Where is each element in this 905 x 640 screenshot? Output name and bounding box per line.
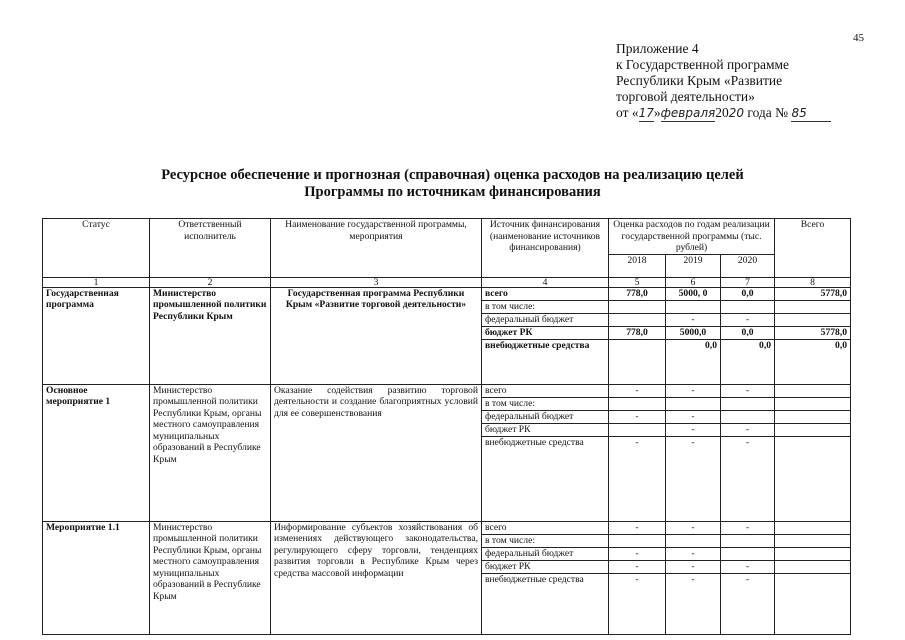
row-value-y2019: - bbox=[666, 521, 721, 534]
row-value-y2020 bbox=[721, 300, 775, 313]
row-value-y2020: - bbox=[721, 313, 775, 326]
row-value-y2018 bbox=[609, 300, 666, 313]
row-value-total bbox=[775, 436, 851, 521]
col-num: 1 bbox=[43, 277, 150, 287]
row-executor: Министерство промышленной политики Республики Крым, органы местного самоуправления муниципальных образований в Республике Крым bbox=[150, 384, 271, 521]
header-name: Наименование государственной программы, мероприятия bbox=[271, 219, 482, 278]
row-source: внебюджетные средства bbox=[482, 573, 609, 634]
row-value-y2018 bbox=[609, 339, 666, 384]
row-value-y2019: - bbox=[666, 384, 721, 397]
row-value-y2018: - bbox=[609, 573, 666, 634]
date-month: февраля bbox=[660, 106, 716, 120]
row-value-y2020 bbox=[721, 397, 775, 410]
header-total: Всего bbox=[775, 219, 851, 278]
header-row-1 bbox=[43, 219, 851, 255]
document-title bbox=[0, 167, 905, 201]
row-program-name: Государственная программа Республики Крым «Развитие торговой деятельности» bbox=[271, 287, 482, 384]
row-value-total: 0,0 bbox=[775, 339, 851, 384]
row-value-y2019: - bbox=[666, 547, 721, 560]
header-executor: Ответственный исполнитель bbox=[150, 219, 271, 278]
row-source: внебюджетные средства bbox=[482, 436, 609, 521]
row-value-y2019: 5000, 0 bbox=[666, 287, 721, 300]
row-value-y2019: - bbox=[666, 313, 721, 326]
row-value-total: 5778,0 bbox=[775, 287, 851, 300]
row-value-y2018 bbox=[609, 423, 666, 436]
header-year-2020: 2020 bbox=[721, 254, 775, 277]
row-value-y2018: - bbox=[609, 410, 666, 423]
row-value-y2018 bbox=[609, 313, 666, 326]
row-source: бюджет РК bbox=[482, 560, 609, 573]
col-num: 4 bbox=[482, 277, 609, 287]
row-source: в том числе: bbox=[482, 397, 609, 410]
table-row bbox=[43, 521, 851, 534]
col-num: 6 bbox=[666, 277, 721, 287]
row-value-total bbox=[775, 397, 851, 410]
row-value-total bbox=[775, 384, 851, 397]
row-value-y2018: - bbox=[609, 560, 666, 573]
row-value-total bbox=[775, 423, 851, 436]
row-value-total bbox=[775, 300, 851, 313]
row-value-total bbox=[775, 521, 851, 534]
row-value-total bbox=[775, 547, 851, 560]
date-sep: » bbox=[653, 105, 661, 120]
row-source: всего bbox=[482, 287, 609, 300]
page-number: 45 bbox=[853, 32, 864, 44]
row-value-total bbox=[775, 560, 851, 573]
row-value-y2018 bbox=[609, 534, 666, 547]
row-source: внебюджетные средства bbox=[482, 339, 609, 384]
appendix-note bbox=[616, 41, 866, 122]
row-value-y2020: - bbox=[721, 560, 775, 573]
row-value-y2020: - bbox=[721, 423, 775, 436]
row-source: в том числе: bbox=[482, 300, 609, 313]
header-year-2019: 2019 bbox=[666, 254, 721, 277]
title-line-2: Программы по источникам финансирования bbox=[304, 184, 601, 200]
row-value-total bbox=[775, 534, 851, 547]
row-source: федеральный бюджет bbox=[482, 410, 609, 423]
table-row bbox=[43, 287, 851, 300]
row-executor: Министерство промышленной политики Республики Крым bbox=[150, 287, 271, 384]
row-value-total bbox=[775, 313, 851, 326]
row-status: Государственная программа bbox=[43, 287, 150, 384]
row-value-y2018: - bbox=[609, 547, 666, 560]
col-num: 3 bbox=[271, 277, 482, 287]
row-source: всего bbox=[482, 521, 609, 534]
col-num: 7 bbox=[721, 277, 775, 287]
column-number-row bbox=[43, 277, 851, 287]
row-value-y2019: - bbox=[666, 573, 721, 634]
row-value-y2019: 5000,0 bbox=[666, 326, 721, 339]
col-num: 5 bbox=[609, 277, 666, 287]
header-source: Источник финансирования (наименование источников финансирования) bbox=[482, 219, 609, 278]
row-value-y2018: - bbox=[609, 436, 666, 521]
row-status: Мероприятие 1.1 bbox=[43, 521, 150, 634]
row-value-y2019 bbox=[666, 397, 721, 410]
row-value-y2019 bbox=[666, 300, 721, 313]
row-value-y2020: - bbox=[721, 521, 775, 534]
row-value-total bbox=[775, 573, 851, 634]
row-value-y2018: - bbox=[609, 521, 666, 534]
row-value-y2019: - bbox=[666, 560, 721, 573]
row-source: бюджет РК bbox=[482, 423, 609, 436]
row-value-y2020 bbox=[721, 410, 775, 423]
row-value-y2018: - bbox=[609, 384, 666, 397]
resource-table bbox=[42, 218, 851, 635]
row-source: бюджет РК bbox=[482, 326, 609, 339]
appendix-line-1: Приложение 4 bbox=[616, 41, 699, 56]
date-year-word: года № bbox=[747, 105, 789, 120]
title-line-1: Ресурсное обеспечение и прогнозная (справочная) оценка расходов на реализацию целей bbox=[161, 167, 744, 183]
date-day: 17 bbox=[638, 106, 654, 120]
col-num: 8 bbox=[775, 277, 851, 287]
row-value-y2019: - bbox=[666, 423, 721, 436]
appendix-line-3: Республики Крым «Развитие bbox=[616, 73, 783, 88]
row-value-y2019: - bbox=[666, 410, 721, 423]
appendix-line-2: к Государственной программе bbox=[616, 57, 790, 72]
date-year-prefix: 20 bbox=[715, 105, 729, 120]
row-value-y2020: 0,0 bbox=[721, 339, 775, 384]
row-executor: Министерство промышленной политики Республики Крым, органы местного самоуправления муниципальных образований в Республике Крым bbox=[150, 521, 271, 634]
row-value-y2020: - bbox=[721, 436, 775, 521]
row-value-y2020: 0,0 bbox=[721, 326, 775, 339]
col-num: 2 bbox=[150, 277, 271, 287]
row-source: всего bbox=[482, 384, 609, 397]
row-value-y2018: 778,0 bbox=[609, 287, 666, 300]
doc-number: 85 bbox=[791, 105, 831, 122]
row-value-y2018 bbox=[609, 397, 666, 410]
table-row bbox=[43, 384, 851, 397]
row-program-name: Информирование субъектов хозяйствования об изменениях действующего законодательства, регулирующего сферу торговли, тенденциях развития торговли в Республике Крым через средства массовой информации bbox=[271, 521, 482, 634]
header-year-2018: 2018 bbox=[609, 254, 666, 277]
row-source: в том числе: bbox=[482, 534, 609, 547]
row-value-y2019: 0,0 bbox=[666, 339, 721, 384]
row-status: Основное мероприятие 1 bbox=[43, 384, 150, 521]
row-source: федеральный бюджет bbox=[482, 547, 609, 560]
appendix-line-4: торговой деятельности» bbox=[616, 89, 755, 104]
date-prefix: от « bbox=[616, 105, 639, 120]
header-status: Статус bbox=[43, 219, 150, 278]
row-value-y2019 bbox=[666, 534, 721, 547]
row-value-total bbox=[775, 410, 851, 423]
row-value-y2020: - bbox=[721, 384, 775, 397]
date-year-suffix: 20 bbox=[728, 106, 744, 120]
header-estimate: Оценка расходов по годам реализации государственной программы (тыс. рублей) bbox=[609, 219, 775, 255]
row-value-y2018: 778,0 bbox=[609, 326, 666, 339]
row-value-total: 5778,0 bbox=[775, 326, 851, 339]
row-value-y2020: - bbox=[721, 573, 775, 634]
appendix-date-line bbox=[616, 105, 866, 122]
row-source: федеральный бюджет bbox=[482, 313, 609, 326]
row-value-y2020: 0,0 bbox=[721, 287, 775, 300]
row-value-y2019: - bbox=[666, 436, 721, 521]
row-value-y2020 bbox=[721, 547, 775, 560]
row-value-y2020 bbox=[721, 534, 775, 547]
row-program-name: Оказание содействия развитию торговой деятельности и создание благоприятных условий для ее совершенствования bbox=[271, 384, 482, 521]
